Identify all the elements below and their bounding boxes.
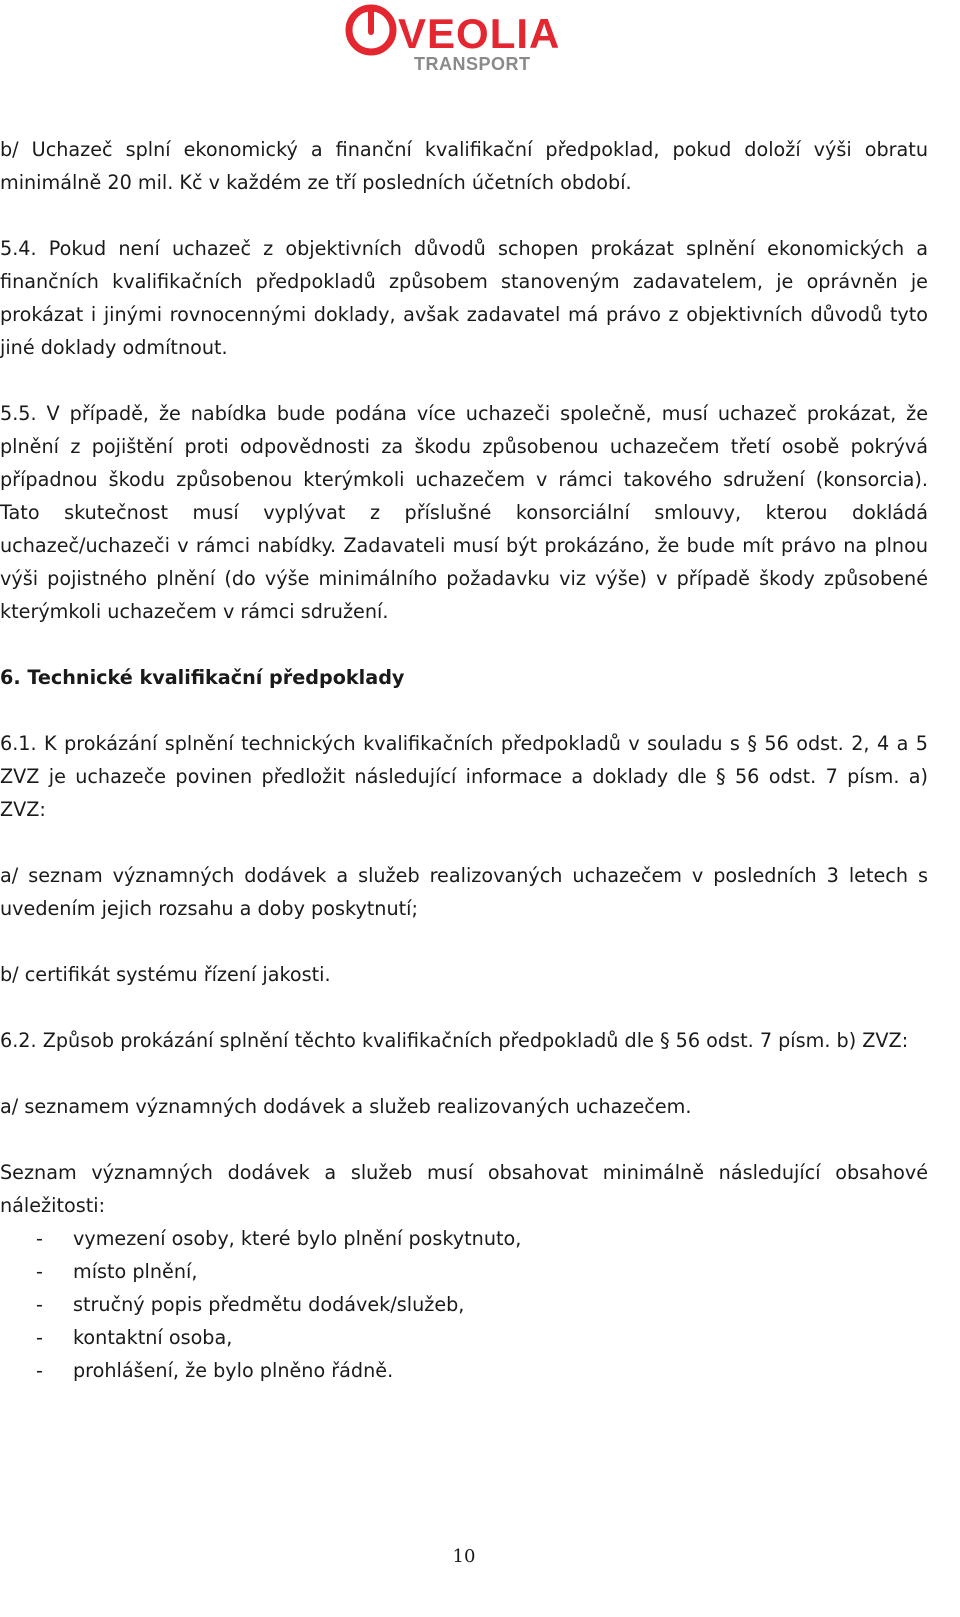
logo-division-text: TRANSPORT: [414, 54, 531, 74]
list-item-text: stručný popis předmětu dodávek/služeb,: [73, 1293, 465, 1316]
list-dash-marker: -: [36, 1326, 43, 1349]
list-item-text: místo plnění,: [73, 1260, 198, 1283]
list-item-text: kontaktní osoba,: [73, 1326, 233, 1349]
list-item: [0, 1222, 928, 1255]
list-item: [0, 1321, 928, 1354]
paragraph-obrat: b/ Uchazeč splní ekonomický a finanční kvalifikační předpoklad, pokud doloží výši obratu minimálně 20 mil. Kč v každém ze tří posledních účetních období.: [0, 138, 928, 194]
list-item: [0, 1288, 928, 1321]
section-heading-6: 6. Technické kvalifikační předpoklady: [0, 666, 405, 689]
paragraph-5-5: 5.5. V případě, že nabídka bude podána více uchazeči společně, musí uchazeč prokázat, že plnění z pojištění proti odpovědnosti za škodu způsobenou uchazečem třetí osobě pokrývá případnou škodu způsobenou kterýmkoli uchazečem v rámci takového sdružení (konsorcia). Tato skutečnost musí vyplývat z příslušné konsorciální smlouvy, kterou dokládá uchazeč/uchazeči v rámci nabídky. Zadavateli musí být prokázáno, že bude mít právo na plnou výši pojistného plnění (do výše minimálního požadavku viz výše) v případě škody způsobené kterýmkoli uchazečem v rámci sdružení.: [0, 402, 928, 623]
paragraph-5-4: 5.4. Pokud není uchazeč z objektivních důvodů schopen prokázat splnění ekonomických a finančních kvalifikačních předpokladů způsobem stanoveným zadavatelem, je oprávněn je prokázat i jinými rovnocennými doklady, avšak zadavatel má právo z objektivních důvodů tyto jiné doklady odmítnout.: [0, 237, 928, 359]
requirements-list: [0, 1222, 928, 1387]
paragraph-certifikat: b/ certifikát systému řízení jakosti.: [0, 963, 331, 986]
list-item: [0, 1255, 928, 1288]
paragraph-nalezitosti-intro: Seznam významných dodávek a služeb musí obsahovat minimálně následující obsahové náležitosti:: [0, 1161, 928, 1217]
veolia-ring-icon: [344, 2, 584, 74]
list-dash-marker: -: [36, 1260, 43, 1283]
paragraph-seznamem-dodavek: a/ seznamem významných dodávek a služeb realizovaných uchazečem.: [0, 1095, 692, 1118]
page-number: 10: [452, 1546, 476, 1567]
paragraph-6-2: 6.2. Způsob prokázání splnění těchto kvalifikačních předpokladů dle § 56 odst. 7 písm. b) ZVZ:: [0, 1029, 909, 1052]
list-item-text: prohlášení, že bylo plněno řádně.: [73, 1359, 394, 1382]
list-dash-marker: -: [36, 1227, 43, 1250]
list-item-text: vymezení osoby, které bylo plnění poskytnuto,: [73, 1227, 522, 1250]
veolia-transport-logo: [344, 2, 584, 74]
paragraph-6-1: 6.1. K prokázání splnění technických kvalifikačních předpokladů v souladu s § 56 odst. 2, 4 a 5 ZVZ je uchazeče povinen předložit následující informace a doklady dle § 56 odst. 7 písm. a) ZVZ:: [0, 732, 928, 821]
list-item: [0, 1354, 928, 1387]
list-dash-marker: -: [36, 1359, 43, 1382]
logo-brand-text: VEOLIA: [398, 10, 561, 57]
list-dash-marker: -: [36, 1293, 43, 1316]
document-body: [0, 133, 928, 1387]
paragraph-seznam-dodavek: a/ seznam významných dodávek a služeb realizovaných uchazečem v posledních 3 letech s uvedením jejich rozsahu a doby poskytnutí;: [0, 864, 928, 920]
